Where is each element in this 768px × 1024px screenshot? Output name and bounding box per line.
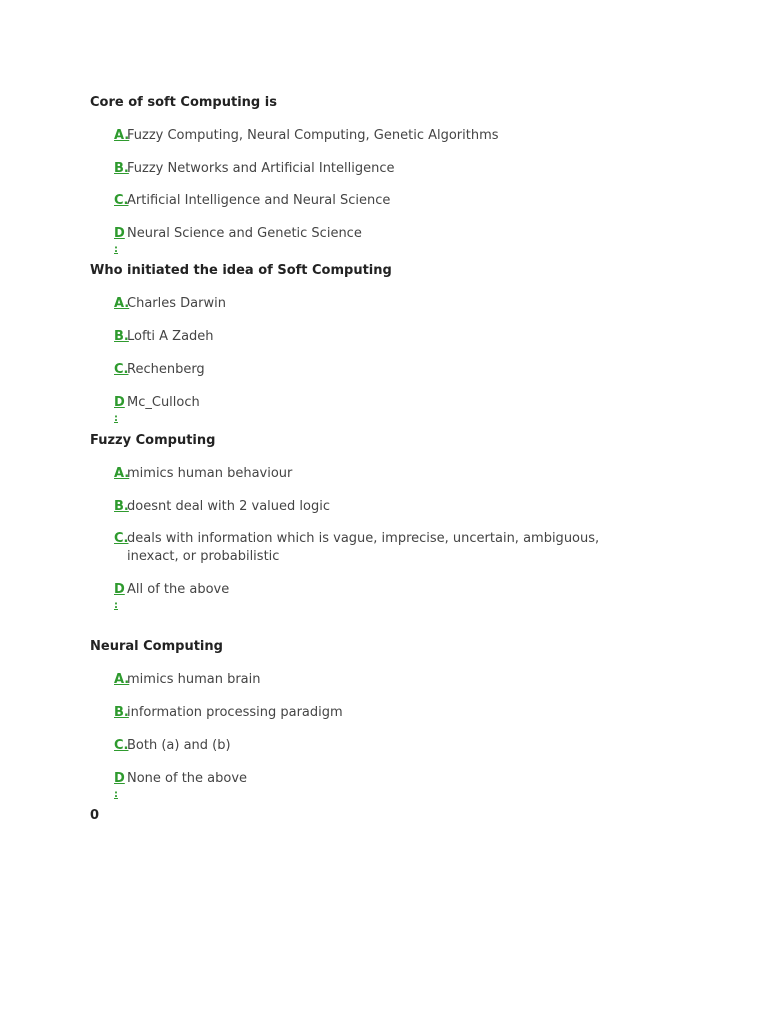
option-letter-d <box>114 225 127 255</box>
trailing-text: 0 <box>90 808 100 823</box>
option-c <box>114 192 690 210</box>
option-text: Rechenberg <box>127 362 205 377</box>
option-c <box>114 530 690 566</box>
option-text: mimics human behaviour <box>127 466 293 481</box>
option-letter-d-colon: : <box>114 413 118 424</box>
option-b <box>114 160 690 178</box>
question-title: Fuzzy Computing <box>90 433 216 448</box>
option-letter-d <box>114 581 127 611</box>
option-text: Charles Darwin <box>127 296 226 311</box>
option-text: Neural Science and Genetic Science <box>127 226 362 241</box>
question-3 <box>90 432 690 611</box>
option-letter-a: A. <box>114 672 130 687</box>
option-d <box>114 770 690 800</box>
option-text: Both (a) and (b) <box>127 738 231 753</box>
option-text: Fuzzy Networks and Artificial Intelligence <box>127 161 395 176</box>
option-b <box>114 498 690 516</box>
option-text: Artificial Intelligence and Neural Science <box>127 193 391 208</box>
option-letter-d-char: D <box>114 395 125 410</box>
option-text: information processing paradigm <box>127 705 343 720</box>
option-b <box>114 328 690 346</box>
option-a <box>114 295 690 313</box>
option-letter-a: A. <box>114 466 130 481</box>
option-letter-b: B. <box>114 329 129 344</box>
option-letter-d-char: D <box>114 771 125 786</box>
option-letter-d-colon: : <box>114 789 118 800</box>
option-letter-c: C. <box>114 531 129 546</box>
question-title: Who initiated the idea of Soft Computing <box>90 263 392 278</box>
option-letter-c: C. <box>114 193 129 208</box>
option-d <box>114 581 690 611</box>
option-letter-d <box>114 394 127 424</box>
option-text: doesnt deal with 2 valued logic <box>127 499 330 514</box>
option-letter-d-char: D <box>114 582 125 597</box>
question-2 <box>90 262 690 424</box>
option-a <box>114 127 690 145</box>
option-text: None of the above <box>127 771 248 786</box>
option-text: Lofti A Zadeh <box>127 329 214 344</box>
question-1 <box>90 94 690 255</box>
option-letter-a: A. <box>114 128 130 143</box>
option-letter-c: C. <box>114 362 129 377</box>
option-a <box>114 671 690 689</box>
option-text: deals with information which is vague, imprecise, uncertain, ambiguous, inexact, or probabilistic <box>127 531 600 564</box>
option-letter-b: B. <box>114 705 129 720</box>
option-text: Mc_Culloch <box>127 395 200 410</box>
option-letter-d-colon: : <box>114 600 118 611</box>
question-title: Neural Computing <box>90 639 223 654</box>
question-title: Core of soft Computing is <box>90 95 277 110</box>
option-letter-a: A. <box>114 296 130 311</box>
option-letter-b: B. <box>114 161 129 176</box>
option-letter-d <box>114 770 127 800</box>
option-b <box>114 704 690 722</box>
option-c <box>114 361 690 379</box>
option-text: mimics human brain <box>127 672 261 687</box>
option-d <box>114 225 690 255</box>
option-letter-d-colon: : <box>114 244 118 255</box>
option-letter-c: C. <box>114 738 129 753</box>
option-letter-d-char: D <box>114 226 125 241</box>
option-d <box>114 394 690 424</box>
option-a <box>114 465 690 483</box>
option-text: All of the above <box>127 582 230 597</box>
option-text: Fuzzy Computing, Neural Computing, Genetic Algorithms <box>127 128 499 143</box>
option-letter-b: B. <box>114 499 129 514</box>
question-4 <box>90 638 690 800</box>
option-c <box>114 737 690 755</box>
